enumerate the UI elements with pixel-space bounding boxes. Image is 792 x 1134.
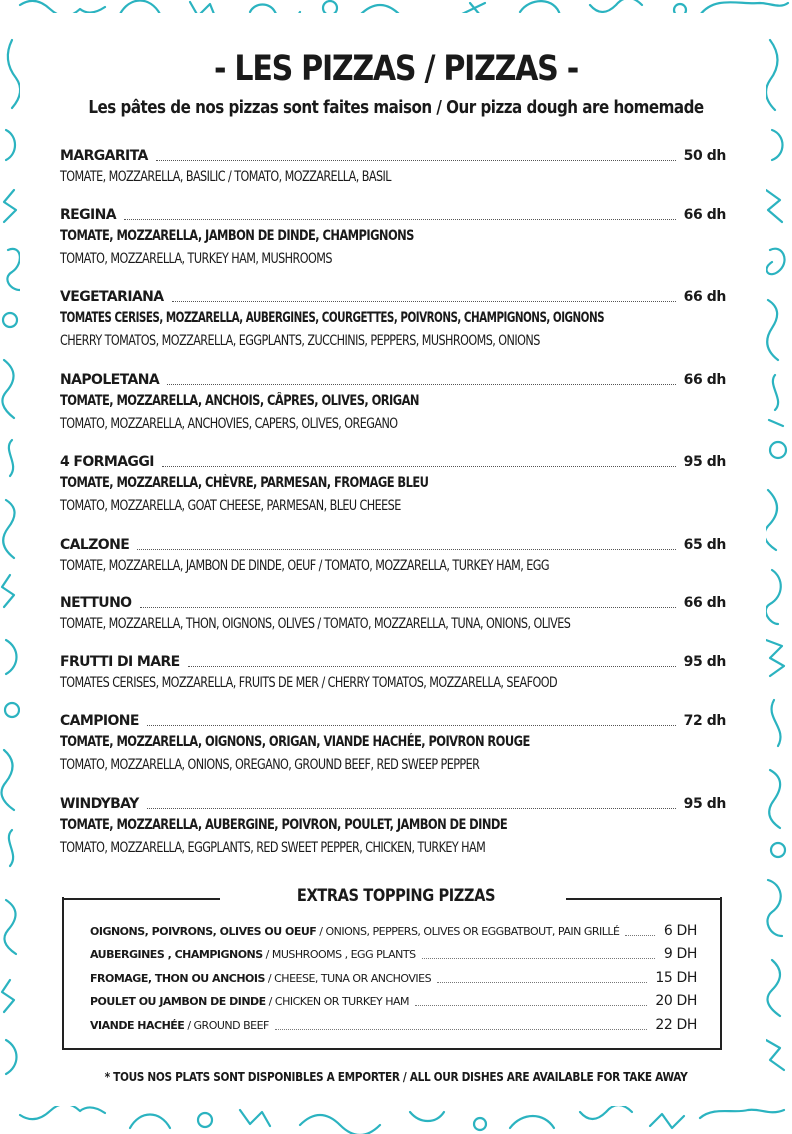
- leader-dots: [625, 934, 655, 936]
- item-name: REGINA: [60, 207, 116, 223]
- extra-label-en: / GROUND BEEF: [184, 1019, 269, 1032]
- extra-label-en: / ONIONS, PEPPERS, OLIVES OR EGGBATBOUT, PAIN GRILLÉ: [316, 925, 620, 938]
- item-description-en: CHERRY TOMATOS, MOZZARELLA, EGGPLANTS, ZUCCHINIS, PEPPERS, MUSHROOMS, ONIONS: [60, 333, 540, 349]
- menu-item: [60, 368, 726, 436]
- extra-row: [90, 990, 697, 1010]
- extra-price: 20 DH: [655, 993, 697, 1009]
- extras-heading: EXTRAS TOPPING PIZZAS: [296, 886, 496, 906]
- item-description-en: TOMATES CERISES, MOZZARELLA, FRUITS DE MER / CHERRY TOMATOS, MOZZARELLA, SEAFOOD: [60, 675, 558, 691]
- leader-dots: [140, 606, 676, 608]
- extra-label: [90, 971, 437, 987]
- page-title: - LES PIZZAS / PIZZAS -: [214, 49, 578, 89]
- leader-dots: [147, 807, 676, 809]
- extra-label: [90, 1018, 275, 1034]
- item-price: 66 dh: [683, 207, 726, 223]
- menu-item: [60, 650, 726, 695]
- extra-price: 22 DH: [655, 1017, 697, 1033]
- extra-row: [90, 943, 697, 963]
- item-name: NAPOLETANA: [60, 372, 160, 388]
- item-description-en: TOMATO, MOZZARELLA, ANCHOVIES, CAPERS, OLIVES, OREGANO: [60, 416, 398, 432]
- extra-label-en: / CHEESE, TUNA OR ANCHOVIES: [264, 972, 432, 985]
- leader-dots: [137, 548, 675, 550]
- extra-label: [90, 924, 625, 940]
- item-description-en: TOMATO, MOZZARELLA, TURKEY HAM, MUSHROOMS: [60, 251, 332, 267]
- item-description-fr: TOMATE, MOZZARELLA, AUBERGINE, POIVRON, POULET, JAMBON DE DINDE: [60, 817, 508, 833]
- extra-label-fr: OIGNONS, POIVRONS, OLIVES OU OEUF: [90, 925, 317, 938]
- extra-row: [90, 967, 697, 987]
- menu-item: [60, 285, 726, 353]
- menu-item: [60, 450, 726, 518]
- menu-item: [60, 591, 726, 636]
- item-description-en: TOMATO, MOZZARELLA, EGGPLANTS, RED SWEET PEPPER, CHICKEN, TURKEY HAM: [60, 840, 486, 856]
- item-price: 66 dh: [683, 289, 726, 305]
- leader-dots: [162, 465, 676, 467]
- extra-price: 9 DH: [663, 946, 697, 962]
- menu-item: [60, 144, 726, 189]
- extra-row: [90, 1014, 697, 1034]
- extra-row: [90, 920, 697, 940]
- leader-dots: [172, 300, 676, 302]
- item-price: 65 dh: [683, 537, 726, 553]
- item-name: 4 FORMAGGI: [60, 454, 154, 470]
- item-description-en: TOMATE, MOZZARELLA, JAMBON DE DINDE, OEUF / TOMATO, MOZZARELLA, TURKEY HAM, EGG: [60, 558, 549, 574]
- item-price: 66 dh: [683, 372, 726, 388]
- footer-note: * TOUS NOS PLATS SONT DISPONIBLES A EMPORTER / ALL OUR DISHES ARE AVAILABLE FOR TAKE AWAY: [104, 1070, 688, 1084]
- item-description-fr: TOMATES CERISES, MOZZARELLA, AUBERGINES, COURGETTES, POIVRONS, CHAMPIGNONS, OIGNONS: [60, 310, 605, 326]
- extra-label-en: / CHICKEN OR TURKEY HAM: [265, 995, 410, 1008]
- extra-label: [90, 994, 415, 1010]
- extra-label: [90, 947, 422, 963]
- menu-item: [60, 533, 726, 578]
- extra-label-fr: AUBERGINES , CHAMPIGNONS: [90, 948, 263, 961]
- item-description-fr: TOMATE, MOZZARELLA, ANCHOIS, CÂPRES, OLIVES, ORIGAN: [60, 393, 419, 409]
- item-price: 72 dh: [683, 713, 726, 729]
- leader-dots: [147, 724, 676, 726]
- item-name: CALZONE: [60, 537, 130, 553]
- menu-item: [60, 792, 726, 860]
- extra-label-en: / MUSHROOMS , EGG PLANTS: [262, 948, 416, 961]
- leader-dots: [188, 665, 676, 667]
- item-price: 95 dh: [683, 796, 726, 812]
- leader-dots: [167, 383, 676, 385]
- item-description-fr: TOMATE, MOZZARELLA, OIGNONS, ORIGAN, VIANDE HACHÉE, POIVRON ROUGE: [60, 734, 530, 750]
- item-name: MARGARITA: [60, 148, 148, 164]
- leader-dots: [422, 957, 655, 959]
- menu-item: [60, 203, 726, 271]
- leader-dots: [415, 1004, 647, 1006]
- menu-item: [60, 709, 726, 777]
- item-price: 95 dh: [683, 454, 726, 470]
- extra-label-fr: POULET OU JAMBON DE DINDE: [90, 995, 266, 1008]
- item-price: 50 dh: [683, 148, 726, 164]
- item-name: WINDYBAY: [60, 796, 139, 812]
- page-subtitle: Les pâtes de nos pizzas sont faites maison / Our pizza dough are homemade: [88, 97, 704, 118]
- item-name: FRUTTI DI MARE: [60, 654, 180, 670]
- item-description-en: TOMATE, MOZZARELLA, THON, OIGNONS, OLIVES / TOMATO, MOZZARELLA, TUNA, ONIONS, OLIVES: [60, 616, 571, 632]
- item-description-en: TOMATE, MOZZARELLA, BASILIC / TOMATO, MOZZARELLA, BASIL: [60, 169, 391, 185]
- extra-price: 6 DH: [663, 923, 697, 939]
- leader-dots: [275, 1028, 648, 1030]
- item-description-fr: TOMATE, MOZZARELLA, CHÈVRE, PARMESAN, FROMAGE BLEU: [60, 475, 429, 491]
- extra-price: 15 DH: [655, 970, 697, 986]
- leader-dots: [156, 159, 676, 161]
- item-name: VEGETARIANA: [60, 289, 164, 305]
- extra-label-fr: FROMAGE, THON OU ANCHOIS: [90, 972, 265, 985]
- item-price: 66 dh: [683, 595, 726, 611]
- item-price: 95 dh: [683, 654, 726, 670]
- item-name: CAMPIONE: [60, 713, 139, 729]
- item-description-en: TOMATO, MOZZARELLA, GOAT CHEESE, PARMESAN, BLEU CHEESE: [60, 498, 401, 514]
- leader-dots: [124, 218, 676, 220]
- item-name: NETTUNO: [60, 595, 132, 611]
- item-description-fr: TOMATE, MOZZARELLA, JAMBON DE DINDE, CHAMPIGNONS: [60, 228, 414, 244]
- leader-dots: [437, 981, 647, 983]
- extra-label-fr: VIANDE HACHÉE: [90, 1019, 185, 1032]
- item-description-en: TOMATO, MOZZARELLA, ONIONS, OREGANO, GROUND BEEF, RED SWEEP PEPPER: [60, 757, 480, 773]
